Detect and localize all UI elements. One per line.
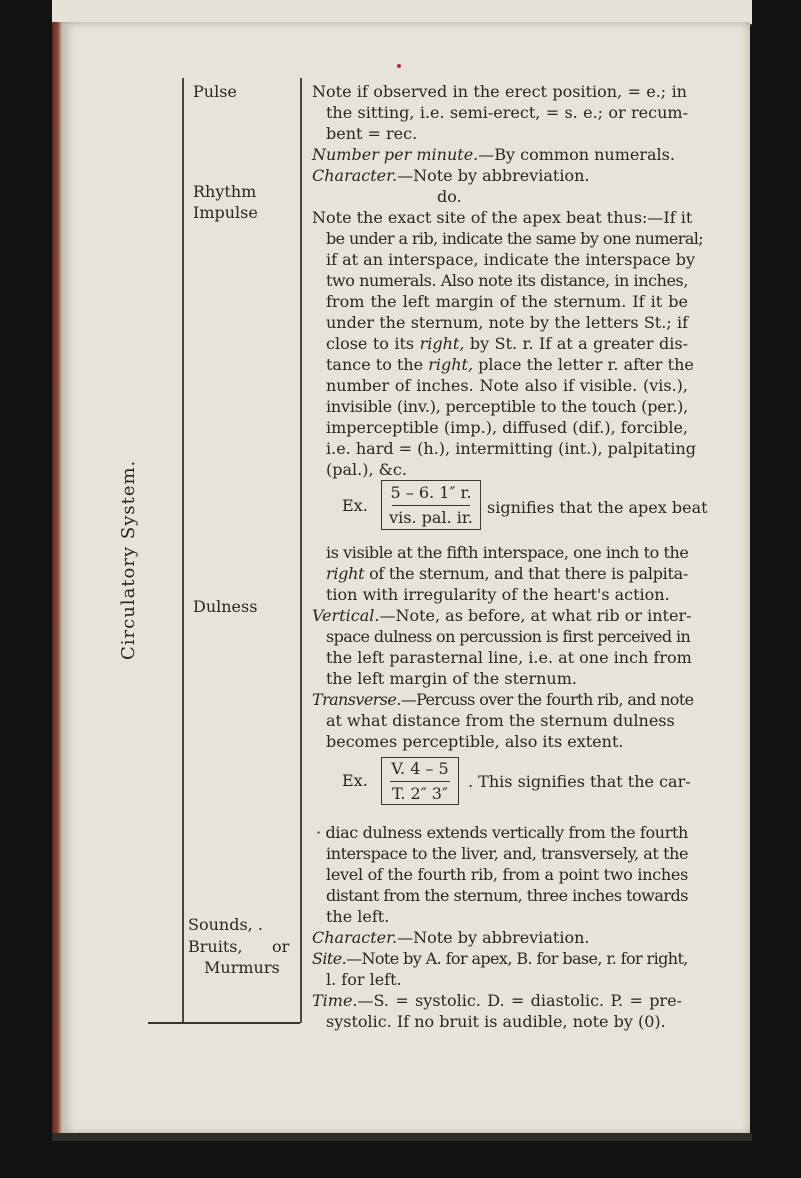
text-span: the left parasternal line, i.e. at one inch from: [326, 648, 692, 667]
text-span: —Percuss over the fourth rib, and note: [400, 690, 694, 709]
text-line: [312, 208, 692, 228]
italic-heading: right: [326, 564, 365, 583]
text-span: i.e. hard = (h.), intermitting (int.), palpitating: [326, 439, 696, 458]
text-line: [326, 250, 695, 270]
side-title: Circulatory System.: [118, 459, 139, 660]
example1-box-bottom: vis. pal. ir.: [389, 507, 473, 527]
example2-box-top: V. 4 – 5: [391, 758, 449, 778]
text-span: imperceptible (imp.), diffused (dif.), forcible,: [326, 418, 688, 437]
text-span: —By common numerals.: [478, 145, 675, 164]
text-line: [326, 711, 675, 731]
example2-after: . This signifies that the car-: [468, 772, 691, 791]
column-rule-right: [300, 78, 302, 1023]
text-line: [326, 669, 577, 689]
bottom-page-edge: [52, 1133, 752, 1141]
text-line: [312, 690, 694, 710]
italic-heading: right,: [428, 355, 474, 374]
italic-heading: Vertical.: [312, 606, 380, 625]
text-span: the left.: [326, 907, 390, 926]
text-span: do.: [437, 187, 462, 206]
text-span: of the sternum, and that there is palpita-: [364, 564, 688, 583]
text-line: [326, 313, 688, 333]
text-span: is visible at the fifth interspace, one inch to the: [326, 543, 689, 562]
text-line: [326, 543, 688, 563]
text-span: Note if observed in the erect position, = e.; in: [312, 82, 687, 101]
text-line: [326, 418, 688, 438]
text-span: l. for left.: [326, 970, 402, 989]
text-span: bent = rec.: [326, 124, 418, 143]
text-line: [326, 103, 688, 123]
text-line: [326, 292, 688, 312]
label-pulse: Pulse: [193, 82, 237, 101]
text-span: distant from the sternum, three inches towards: [326, 886, 689, 905]
text-line: [312, 928, 590, 948]
text-span: tion with irregularity of the heart's action.: [326, 585, 670, 604]
bottom-rule: [148, 1022, 300, 1024]
example1-after: signifies that the apex beat: [487, 498, 708, 517]
text-span: space dulness on percussion is first perceived in: [326, 627, 691, 646]
text-span: Note the exact site of the apex beat thus:—If it: [312, 208, 693, 227]
text-span: —Note by A. for apex, B. for base, r. for right,: [346, 949, 688, 968]
text-line: [316, 823, 688, 843]
text-line: [326, 865, 688, 885]
text-line: [326, 886, 688, 906]
red-mark: [397, 64, 401, 68]
example2-box-bottom: T. 2″ 3″: [392, 783, 448, 803]
text-span: from the left margin of the sternum. If it be: [326, 292, 688, 311]
text-line: [326, 334, 688, 354]
text-line: [326, 355, 694, 375]
column-rule-left: [182, 78, 184, 1023]
italic-heading: Character.: [312, 166, 398, 185]
text-line: [326, 1012, 666, 1032]
text-span: level of the fourth rib, from a point two inches: [326, 865, 689, 884]
text-line: [326, 648, 692, 668]
italic-heading: Number per minute.: [312, 145, 479, 164]
label-rhythm: Rhythm: [193, 182, 257, 201]
text-span: —Note by abbreviation.: [397, 928, 590, 947]
text-line: [326, 585, 670, 605]
text-span: two numerals. Also note its distance, in inches,: [326, 271, 688, 290]
text-span: place the letter r. after the: [473, 355, 694, 374]
text-span: —Note, as before, at what rib or inter-: [379, 606, 692, 625]
text-line: [312, 606, 692, 626]
text-line: [326, 124, 417, 144]
text-line: [437, 187, 462, 207]
text-span: tance to the: [326, 355, 429, 374]
italic-heading: right,: [419, 334, 465, 353]
label-impulse: Impulse: [193, 203, 258, 222]
text-line: [326, 907, 389, 927]
text-span: be under a rib, indicate the same by one numeral;: [326, 229, 704, 248]
text-span: (pal.), &c.: [326, 460, 407, 479]
example1-box-top: 5 – 6. 1″ r.: [390, 482, 472, 502]
label-or: or: [272, 937, 290, 956]
text-line: [326, 970, 402, 990]
text-span: number of inches. Note also if visible. (vis.),: [326, 376, 688, 395]
italic-heading: Character.: [312, 928, 398, 947]
text-span: close to its: [326, 334, 420, 353]
italic-heading: Time.: [312, 991, 358, 1010]
text-line: [326, 439, 696, 459]
label-bruits: Bruits,: [188, 937, 243, 956]
text-span: interspace to the liver, and, transversely, at the: [326, 844, 689, 863]
text-line: [326, 229, 703, 249]
text-line: [326, 844, 688, 864]
book-spine: [52, 22, 62, 1134]
text-span: becomes perceptible, also its extent.: [326, 732, 624, 751]
text-span: systolic. If no bruit is audible, note by (0).: [326, 1012, 666, 1031]
text-line: [326, 376, 688, 396]
text-line: [312, 145, 675, 165]
italic-heading: Transverse.: [312, 690, 401, 709]
text-span: the left margin of the sternum.: [326, 669, 577, 688]
example2-box: [381, 757, 459, 805]
example2-ex: Ex.: [342, 771, 368, 790]
text-span: —Note by abbreviation.: [397, 166, 590, 185]
text-span: · diac dulness extends vertically from the fourth: [316, 823, 688, 842]
italic-heading: Site.: [312, 949, 347, 968]
text-line: [312, 991, 682, 1011]
example1-box: [381, 480, 481, 530]
label-murmurs: Murmurs: [204, 958, 280, 977]
label-dulness: Dulness: [193, 597, 258, 616]
text-line: [312, 166, 590, 186]
text-line: [326, 564, 688, 584]
text-line: [326, 397, 688, 417]
label-sounds: Sounds, .: [188, 915, 263, 934]
text-line: [312, 949, 688, 969]
text-line: [326, 732, 623, 752]
text-span: by St. r. If at a greater dis-: [464, 334, 689, 353]
example1-ex: Ex.: [342, 496, 368, 515]
text-line: [312, 82, 687, 102]
text-span: the sitting, i.e. semi-erect, = s. e.; or recum-: [326, 103, 688, 122]
text-span: at what distance from the sternum dulness: [326, 711, 675, 730]
text-span: invisible (inv.), perceptible to the touch (per.),: [326, 397, 689, 416]
text-span: under the sternum, note by the letters St.; if: [326, 313, 688, 332]
text-line: [326, 271, 688, 291]
text-line: [326, 627, 690, 647]
text-line: [326, 460, 407, 480]
text-span: if at an interspace, indicate the interspace by: [326, 250, 695, 269]
text-span: —S. = systolic. D. = diastolic. P. = pre-: [357, 991, 682, 1010]
